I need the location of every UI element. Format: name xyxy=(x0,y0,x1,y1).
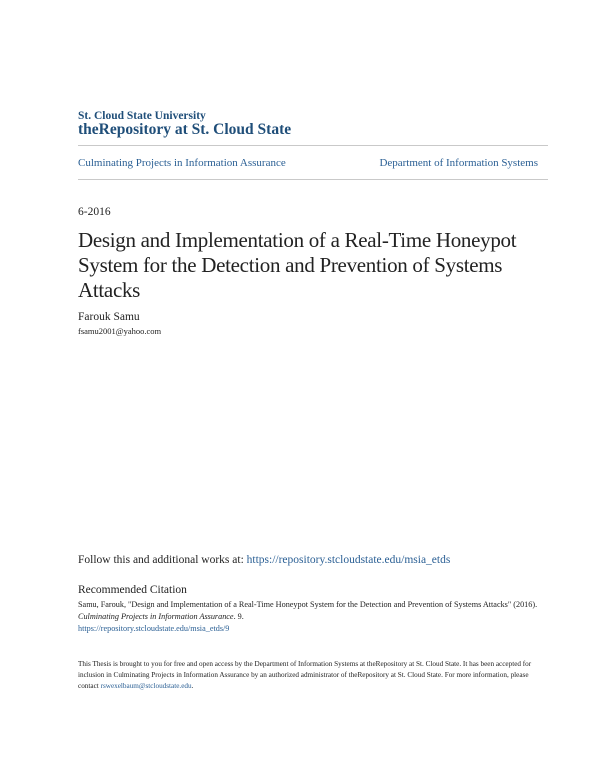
publication-date: 6-2016 xyxy=(78,206,111,218)
follow-label: Follow this and additional works at: xyxy=(78,554,244,566)
citation-series: Culminating Projects in Information Assurance xyxy=(78,612,234,621)
follow-link[interactable]: https://repository.stcloudstate.edu/msia_etds xyxy=(246,554,451,566)
contact-email-link[interactable]: rswexelbaum@stcloudstate.edu xyxy=(100,682,192,690)
access-notice xyxy=(78,659,548,692)
notice-text: This Thesis is brought to you for free and open access by the Department of Information Systems at theRepository at St. Cloud State. It has been accepted for inclusion in Culminating Projects in Information Assurance by an authorized administrator of theRepository at St. Cloud State. For more information, please contact xyxy=(78,660,532,690)
university-name: St. Cloud State University xyxy=(78,110,206,122)
citation-text: Samu, Farouk, "Design and Implementation of a Real-Time Honeypot System for the Detection and Prevention of Systems Attacks" (2016). xyxy=(78,600,538,609)
department-link[interactable]: Department of Information Systems xyxy=(379,157,538,169)
divider-top xyxy=(78,145,548,146)
divider-bottom xyxy=(78,179,548,180)
citation-link[interactable]: https://repository.stcloudstate.edu/msia_etds/9 xyxy=(78,624,230,633)
collection-link[interactable]: Culminating Projects in Information Assurance xyxy=(78,157,286,169)
author-name: Farouk Samu xyxy=(78,311,140,323)
citation-number: . 9. xyxy=(233,612,244,621)
notice-end: . xyxy=(191,682,194,690)
author-email: fsamu2001@yahoo.com xyxy=(78,326,162,336)
repository-name[interactable]: theRepository at St. Cloud State xyxy=(78,121,292,138)
recommended-citation-heading: Recommended Citation xyxy=(78,584,187,596)
follow-line xyxy=(78,554,450,566)
citation-block xyxy=(78,599,548,635)
document-title: Design and Implementation of a Real-Time Honeypot System for the Detection and Prevention of Systems Attacks xyxy=(78,228,517,302)
